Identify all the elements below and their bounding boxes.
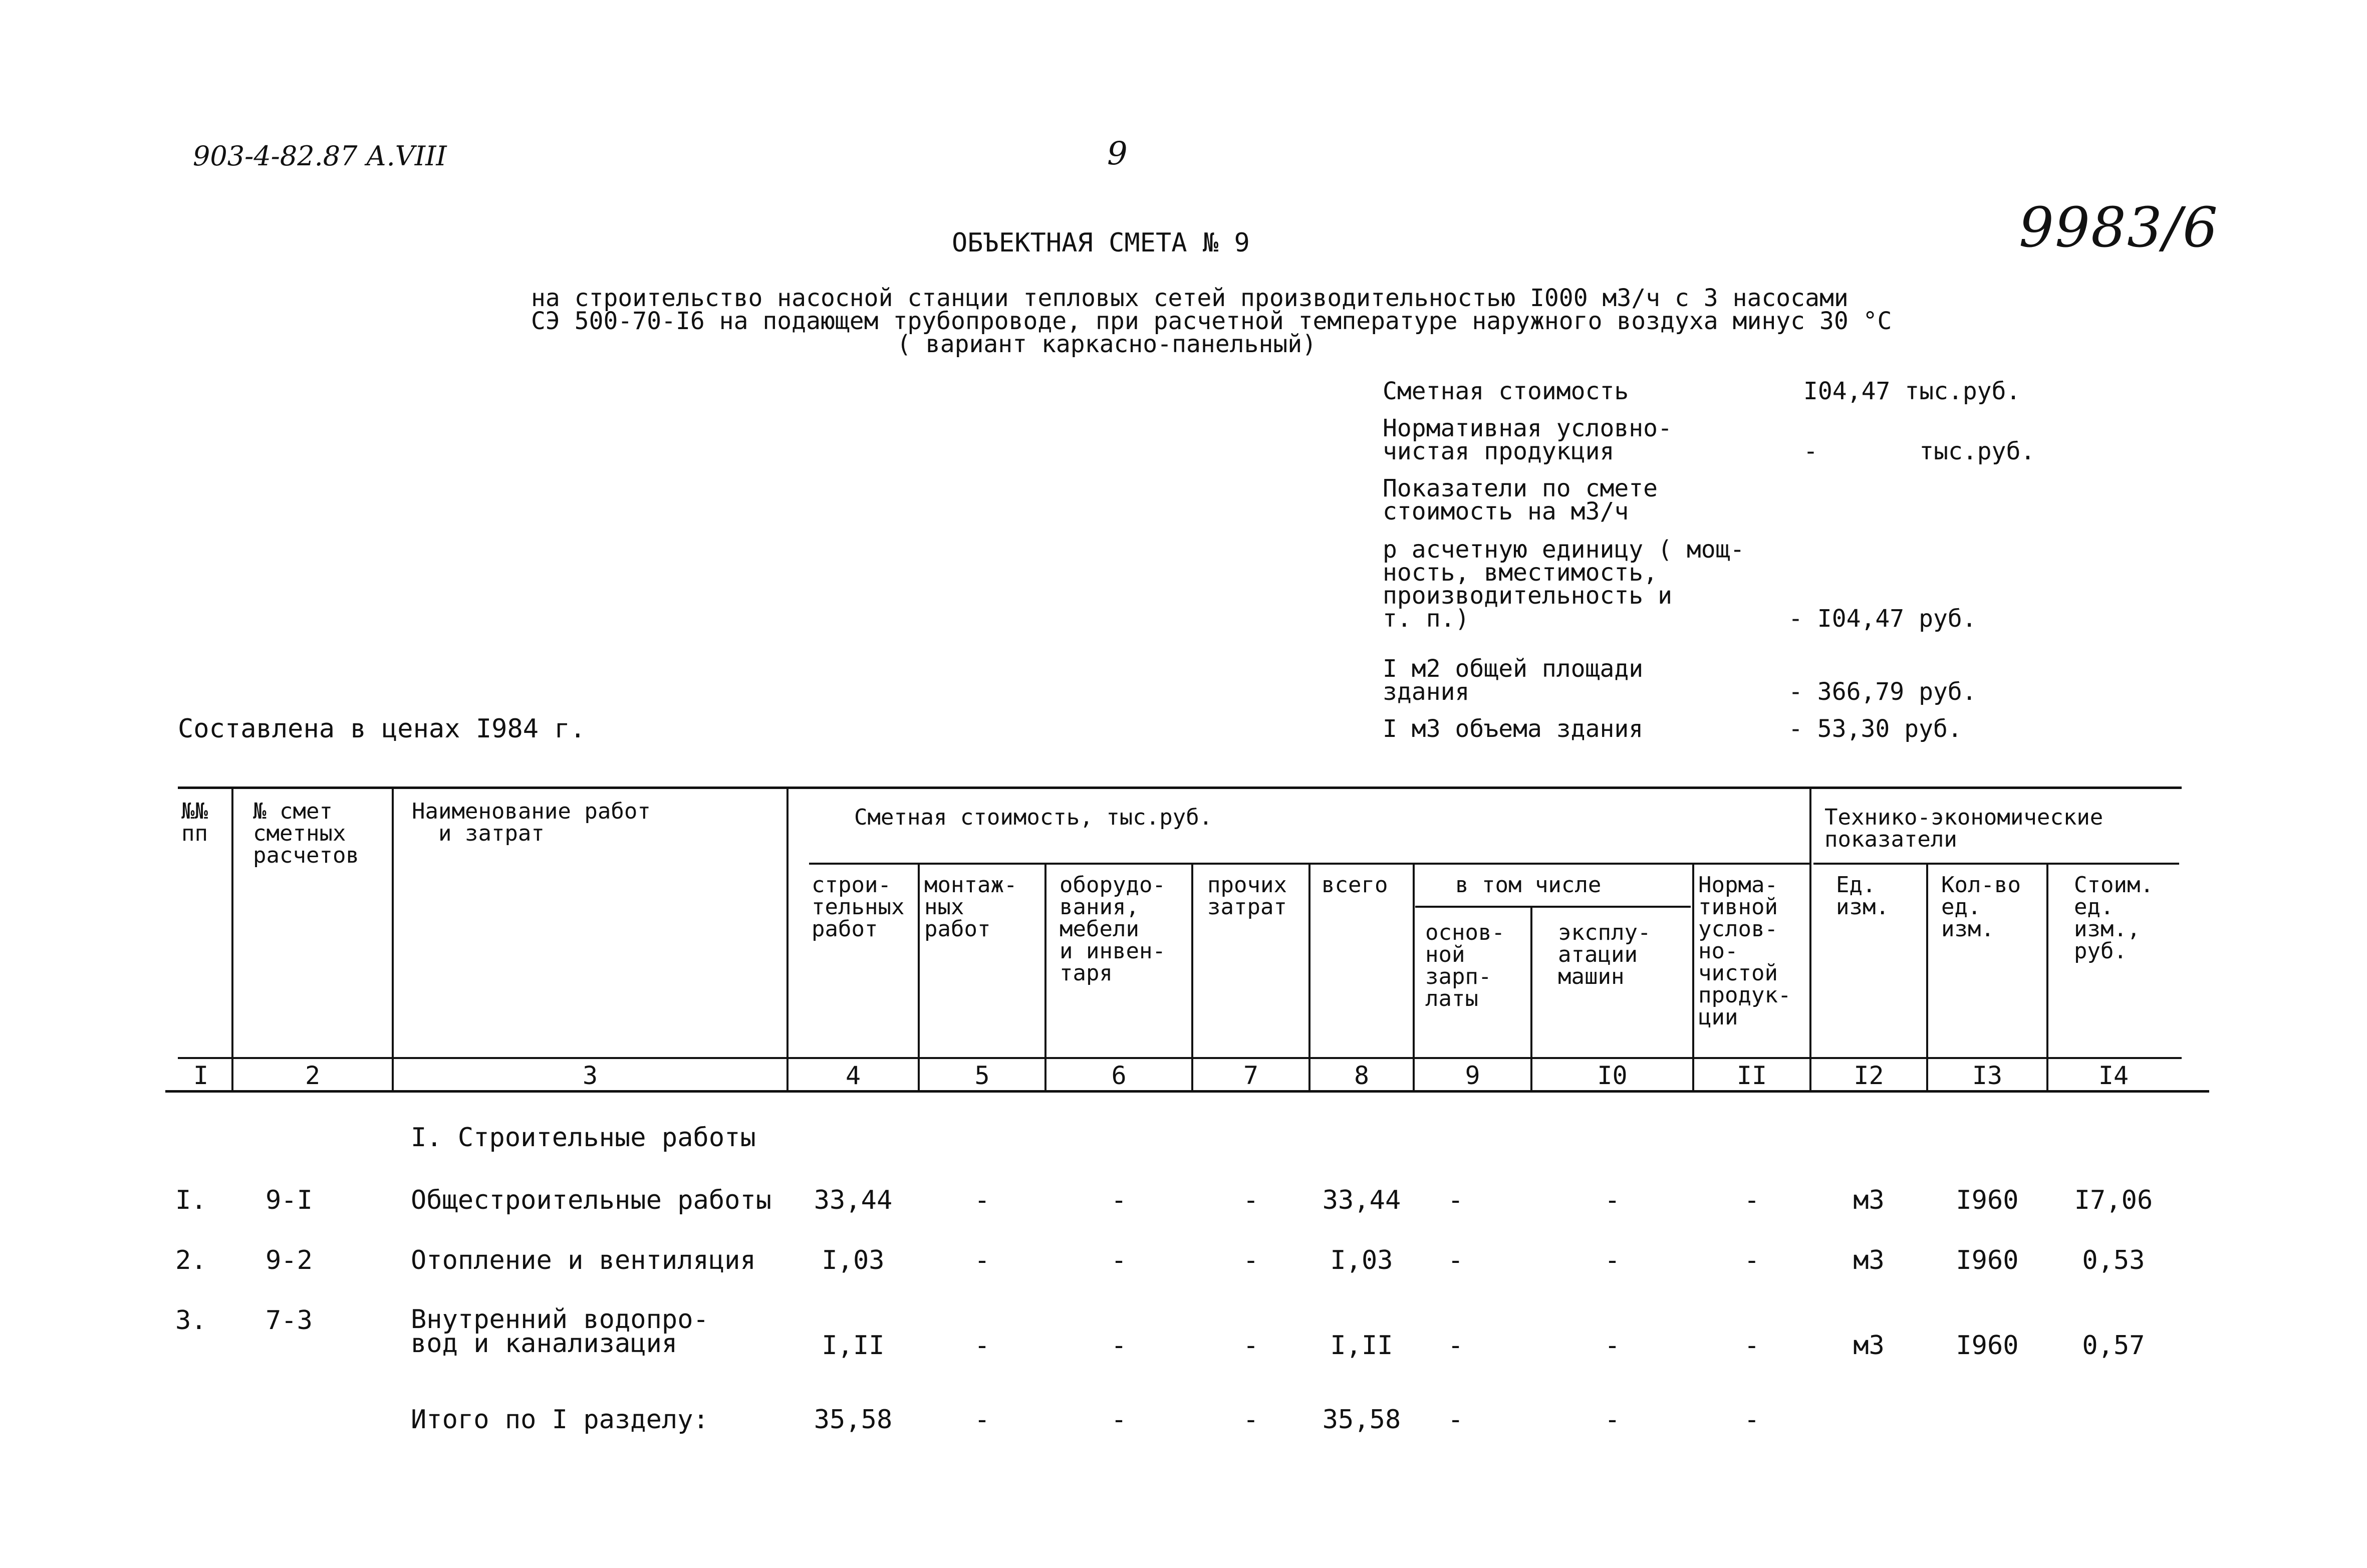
row1-c14: I7,06 <box>2074 1185 2153 1215</box>
summary-label-volume: I м3 объема здания <box>1383 715 1644 743</box>
col-divider-3 <box>786 787 788 1090</box>
prices-note: Составлена в ценах I984 г. <box>178 714 586 744</box>
row3-c9: - <box>1448 1331 1464 1361</box>
row2-c10: - <box>1604 1245 1621 1275</box>
section-title: I. Строительные работы <box>411 1123 756 1153</box>
row2-c9: - <box>1448 1245 1464 1275</box>
row3-c13: I960 <box>1956 1331 2019 1361</box>
col-divider-2 <box>392 787 394 1090</box>
col-divider-7 <box>1308 864 1310 1090</box>
row2-c11: - <box>1744 1245 1760 1275</box>
row2-smeta: 9-2 <box>266 1245 313 1275</box>
row3-c10: - <box>1604 1331 1621 1361</box>
colnum-10: I0 <box>1597 1061 1628 1090</box>
row3-c11: - <box>1744 1331 1760 1361</box>
table-top-border <box>178 787 2182 789</box>
col-divider-5 <box>1044 864 1046 1090</box>
colnum-5: 5 <box>974 1061 990 1090</box>
summary-value-cost: I04,47 тыс.руб. <box>1803 377 2021 405</box>
summary-label-unit: р асчетную единицу ( мощ- ность, вместимость, производительность и т. п.) <box>1383 536 1745 633</box>
row3-c5: - <box>974 1331 990 1361</box>
document-title: ОБЪЕКТНАЯ СМЕТА № 9 <box>952 228 1250 258</box>
row2-c5: - <box>974 1245 990 1275</box>
header-tech-group: Технико-экономические показатели <box>1824 805 2103 852</box>
col-divider-10 <box>1692 864 1694 1090</box>
row3-c12: м3 <box>1853 1331 1885 1361</box>
col-divider-4 <box>918 864 920 1090</box>
summary-value-netproduct: - тыс.руб. <box>1803 437 2035 465</box>
row2-c4: I,03 <box>822 1245 885 1275</box>
colnum-11: II <box>1736 1061 1767 1090</box>
colnum-14: I4 <box>2098 1061 2129 1090</box>
total-c10: - <box>1604 1405 1621 1435</box>
archive-stamp-number: 9983/6 <box>2019 195 2219 259</box>
colnum-2: 2 <box>305 1061 321 1090</box>
total-c9: - <box>1448 1405 1464 1435</box>
colnum-bottom-line <box>165 1090 2209 1093</box>
row3-c14: 0,57 <box>2082 1331 2145 1361</box>
summary-value-volume: - 53,30 руб. <box>1788 715 1962 743</box>
colnum-9: 9 <box>1465 1061 1480 1090</box>
summary-label-netproduct: Нормативная условно- чистая продукция <box>1383 414 1672 465</box>
row1-number: I. <box>175 1185 207 1215</box>
colnum-4: 4 <box>845 1061 861 1090</box>
colnum-7: 7 <box>1243 1061 1259 1090</box>
header-incl-group: в том числе <box>1455 872 1602 898</box>
row2-c6: - <box>1111 1245 1127 1275</box>
header-col-3: Наименование работ и затрат <box>412 799 651 846</box>
row1-c13: I960 <box>1956 1185 2019 1215</box>
colnum-3: 3 <box>582 1061 598 1090</box>
header-col-7: прочих затрат <box>1207 872 1287 920</box>
header-col-12: Ед. изм. <box>1836 872 1889 920</box>
row2-c12: м3 <box>1853 1245 1885 1275</box>
header-col-11: Норма- тивной услов- но- чистой продук- ции <box>1698 872 1791 1030</box>
total-c5: - <box>974 1405 990 1435</box>
col-divider-8 <box>1413 864 1415 1090</box>
row2-number: 2. <box>175 1245 207 1275</box>
tech-subheader-line <box>1813 863 2179 865</box>
col-divider-6 <box>1191 864 1193 1090</box>
row1-c6: - <box>1111 1185 1127 1215</box>
colnum-1: I <box>193 1061 209 1090</box>
header-col-2: № смет сметных расчетов <box>253 799 359 868</box>
row1-name: Общестроительные работы <box>411 1185 772 1215</box>
row1-c7: - <box>1243 1185 1259 1215</box>
incl-subheader-line <box>1415 906 1691 908</box>
row3-number: 3. <box>175 1305 207 1336</box>
header-col-13: Кол-во ед. изм. <box>1941 872 2021 942</box>
col-divider-13 <box>2046 864 2048 1090</box>
colnum-6: 6 <box>1111 1061 1127 1090</box>
row2-c13: I960 <box>1956 1245 2019 1275</box>
header-col-1: №№ пп <box>181 799 208 846</box>
header-col-8: всего <box>1322 872 1388 898</box>
subtitle-line-1: на строительство насосной станции тепловых сетей производительностью I000 м3/ч с 3 насосами <box>531 284 1849 312</box>
subtitle-line-2: СЭ 500-70-I6 на подающем трубопроводе, при расчетной температуре наружного воздуха минус 30 °С <box>531 307 1892 335</box>
row3-c8: I,II <box>1330 1331 1393 1361</box>
header-col-10: эксплу- атации машин <box>1558 920 1651 989</box>
summary-label-area: I м2 общей площади здания <box>1383 655 1644 706</box>
total-label: Итого по I разделу: <box>411 1405 709 1435</box>
row1-smeta: 9-I <box>266 1185 313 1215</box>
row1-c8: 33,44 <box>1322 1185 1401 1215</box>
summary-value-unit: - I04,47 руб. <box>1788 605 1977 633</box>
col-divider-12 <box>1926 864 1928 1090</box>
header-cost-group: Сметная стоимость, тыс.руб. <box>854 805 1213 830</box>
col-divider-11 <box>1809 787 1811 1090</box>
col-divider-1 <box>231 787 233 1090</box>
row1-c5: - <box>974 1185 990 1215</box>
header-col-9: основ- ной зарп- латы <box>1425 920 1505 1011</box>
summary-value-area: - 366,79 руб. <box>1788 678 1977 706</box>
header-col-6: оборудо- вания, мебели и инвен- таря <box>1060 872 1166 986</box>
row2-name: Отопление и вентиляция <box>411 1245 756 1275</box>
header-bottom-line <box>178 1057 2182 1059</box>
row1-c4: 33,44 <box>814 1185 893 1215</box>
header-col-5: монтаж- ных работ <box>924 872 1017 942</box>
row1-c11: - <box>1744 1185 1760 1215</box>
row1-c12: м3 <box>1853 1185 1885 1215</box>
header-col-4: строи- тельных работ <box>812 872 905 942</box>
row2-c14: 0,53 <box>2082 1245 2145 1275</box>
row3-c4: I,II <box>822 1331 885 1361</box>
colnum-13: I3 <box>1972 1061 2003 1090</box>
row1-c10: - <box>1604 1185 1621 1215</box>
total-c11: - <box>1744 1405 1760 1435</box>
row3-c7: - <box>1243 1331 1259 1361</box>
total-c6: - <box>1111 1405 1127 1435</box>
row3-name: Внутренний водопро- вод и канализация <box>411 1304 709 1359</box>
row1-c9: - <box>1448 1185 1464 1215</box>
summary-label-indicators: Показатели по смете стоимость на м3/ч <box>1383 474 1658 526</box>
row3-smeta: 7-3 <box>266 1305 313 1336</box>
subtitle-line-3: ( вариант каркасно-панельный) <box>897 330 1317 358</box>
header-col-14: Стоим. ед. изм., руб. <box>2074 872 2154 964</box>
colnum-12: I2 <box>1854 1061 1884 1090</box>
total-c8: 35,58 <box>1322 1405 1401 1435</box>
row3-c6: - <box>1111 1331 1127 1361</box>
document-code: 903-4-82.87 А.VIII <box>193 140 447 172</box>
row2-c8: I,03 <box>1330 1245 1393 1275</box>
total-c4: 35,58 <box>814 1405 893 1435</box>
total-c7: - <box>1243 1405 1259 1435</box>
page-number: 9 <box>1107 135 1128 172</box>
row2-c7: - <box>1243 1245 1259 1275</box>
colnum-8: 8 <box>1354 1061 1370 1090</box>
summary-label-cost: Сметная стоимость <box>1383 377 1629 405</box>
